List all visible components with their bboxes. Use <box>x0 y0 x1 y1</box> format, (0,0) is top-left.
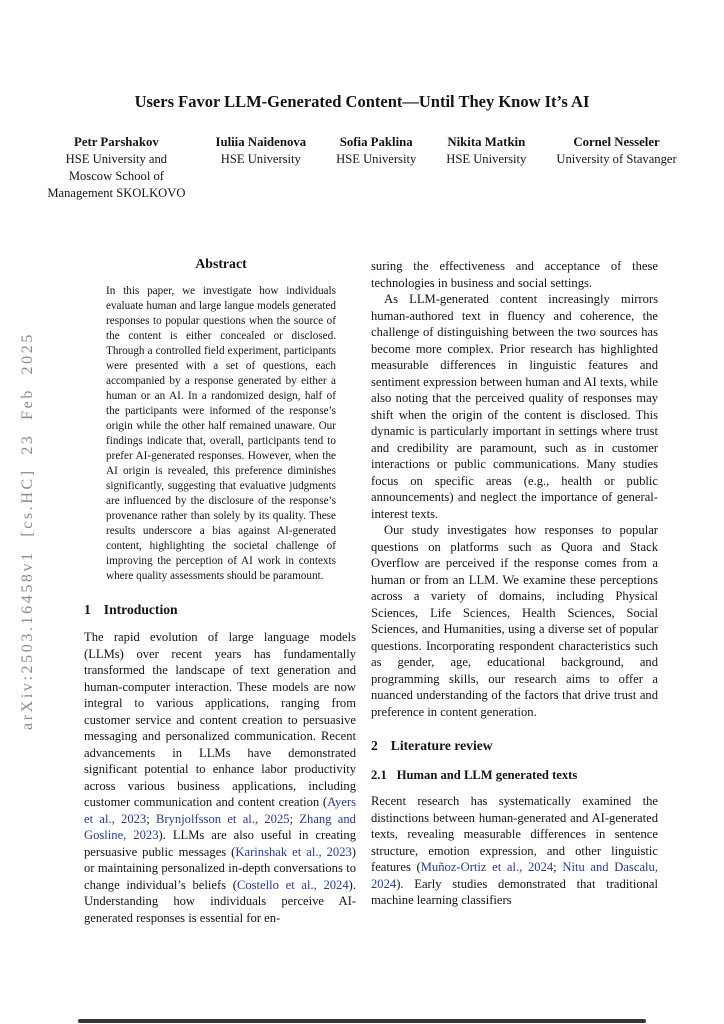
paragraph-llm-mirrors <box>371 291 658 522</box>
author-name: Nikita Matkin <box>447 135 526 149</box>
section-title: Literature review <box>390 738 493 753</box>
author-affiliation-line: HSE University <box>220 152 301 166</box>
author-block <box>556 134 676 168</box>
paragraph-text: ; <box>289 811 300 826</box>
section-heading-literature-review <box>371 738 658 754</box>
paragraph-text: Recent research has systematically examined the distinctions between human-generated and AI-generated texts, revealing measurable differences in sentence structure, emotion expression, and other linguistic features ( <box>371 794 658 874</box>
paragraph-recent-research <box>371 793 658 909</box>
paper-title: Users Favor LLM-Generated Content—Until They Know It’s AI <box>134 92 590 111</box>
paragraph-text: suring the effectiveness and acceptance of these technologies in business and social settings. <box>371 259 658 290</box>
author-affiliation-line: University of Stavanger <box>556 152 677 166</box>
citation-link[interactable]: Brynjolfsson et al., 2025 <box>156 811 290 826</box>
author-affiliation-line: Management SKOLKOVO <box>47 186 186 200</box>
abstract-text: In this paper, we investigate how individuals evaluate human and large langue models generated responses to popular questions when the source of the content is either concealed or disclosed. Through a controlled field experiment, participants were presented with a set of questions, each accompanied by a response generated by either a human or an AI. In a randomized design, half of the participants were informed of the response’s origin while the other half remained unaware. Our findings indicate that, overall, participants tend to prefer AI-generated responses. However, when the AI origin is revealed, this preference diminishes significantly, suggesting that evaluative judgments are influenced by the disclosure of the response’s provenance rather than solely by its quality. These results underscore a bias against AI-generated content, highlighting the societal challenge of improving the perception of AI work in contexts where quality assessments should be paramount. <box>106 285 336 582</box>
author-affiliation-line: Moscow School of <box>68 169 164 183</box>
paragraph-text: Our study investigates how responses to popular questions on platforms such as Quora and Stack Overflow are perceived if the response comes from a human or from an LLM. We examine these perceptions across a variety of domains, including Physical Sciences, Life Sciences, Health Sciences, Social Sciences, and Humanities, using a diverse set of popular questions. Incorporating respondent characteristics such as gender, age, educational background, and programming skills, our research aims to offer a nuanced understanding of the factors that drive trust and preference in content generation. <box>371 523 658 719</box>
author-block <box>336 134 416 168</box>
paragraph-text: ). Early studies demonstrated that traditional machine learning classifiers <box>371 876 658 907</box>
citation-link[interactable]: Costello et al., 2024 <box>236 877 349 892</box>
author-name: Sofia Paklina <box>339 135 413 149</box>
citation-link[interactable]: Karinshak et al., 2023 <box>235 844 352 859</box>
paragraph-text: The rapid evolution of large language models (LLMs) over recent years has fundamentally transformed the landscape of text generation and human-computer interaction. These models are now integral to various applications, ranging from customer service and content creation to persuasive messaging and personalized communication. Recent advancements in LLMs have demonstrated significant potential to enhance labor productivity across various business applications, including customer communication and content creation ( <box>84 630 356 809</box>
author-affiliation-line: HSE University <box>336 152 417 166</box>
abstract-heading: Abstract <box>195 256 247 271</box>
right-column <box>371 258 658 909</box>
authors-row <box>30 134 694 202</box>
page-bottom-bar <box>78 1019 646 1023</box>
paragraph-text: ; <box>146 811 156 826</box>
paragraph-text: ; <box>553 860 563 874</box>
author-block <box>47 134 185 202</box>
paragraph-text: As LLM-generated content increasingly mirrors human-authored text in fluency and coherence, the challenge of distinguishing between the two sources has become more complex. Prior research has highlighted measurable differences in linguistic features and sentiment expression between human and AI texts, while also noting that the perceived quality of responses may shift when the origin of the content is disclosed. This dynamic is particularly important in settings where trust and credibility are paramount, such as in customer interactions or public communications. Many studies focus on specific areas (e.g., health or public announcements) and neglect the importance of general-interest texts. <box>371 292 658 521</box>
subsection-title: Human and LLM generated texts <box>396 768 578 782</box>
citation-link[interactable]: Nitu and Dascalu, 2024 <box>371 860 658 891</box>
subsection-heading-human-llm-texts <box>371 768 658 783</box>
section-number: 2 <box>371 738 378 753</box>
author-block <box>446 134 526 168</box>
paragraph-text: ). LLMs are also useful in creating persuasive public messages ( <box>84 828 356 859</box>
arxiv-watermark: arXiv:2503.16458v1 [cs.HC] 23 Feb 2025 <box>19 332 36 730</box>
author-name: Petr Parshakov <box>74 135 159 149</box>
abstract-section <box>106 256 336 584</box>
paragraph-text: ). Understanding how individuals perceive AI-generated responses is essential for en- <box>84 877 356 925</box>
section-heading-introduction <box>84 602 356 618</box>
paragraph-our-study <box>371 522 658 720</box>
author-affiliation-line: HSE University and <box>65 152 168 166</box>
left-column <box>84 256 356 926</box>
citation-link[interactable]: Zhang and Gosline, 2023 <box>84 811 356 842</box>
subsection-number: 2.1 <box>371 768 387 782</box>
author-name: Iuliia Naidenova <box>215 135 307 149</box>
citation-link[interactable]: Ayers et al., 2023 <box>84 795 356 826</box>
author-name: Cornel Nesseler <box>573 135 660 149</box>
citation-link[interactable]: Muñoz-Ortiz et al., 2024 <box>420 860 554 874</box>
author-block <box>215 134 306 168</box>
paragraph-introduction <box>84 629 356 926</box>
author-affiliation-line: HSE University <box>446 152 527 166</box>
paragraph-continuation <box>371 258 658 291</box>
section-title: Introduction <box>103 602 178 617</box>
section-number: 1 <box>84 602 91 617</box>
paragraph-text: ) or maintaining personalized in-depth conversations to change individual’s beliefs ( <box>84 844 356 892</box>
